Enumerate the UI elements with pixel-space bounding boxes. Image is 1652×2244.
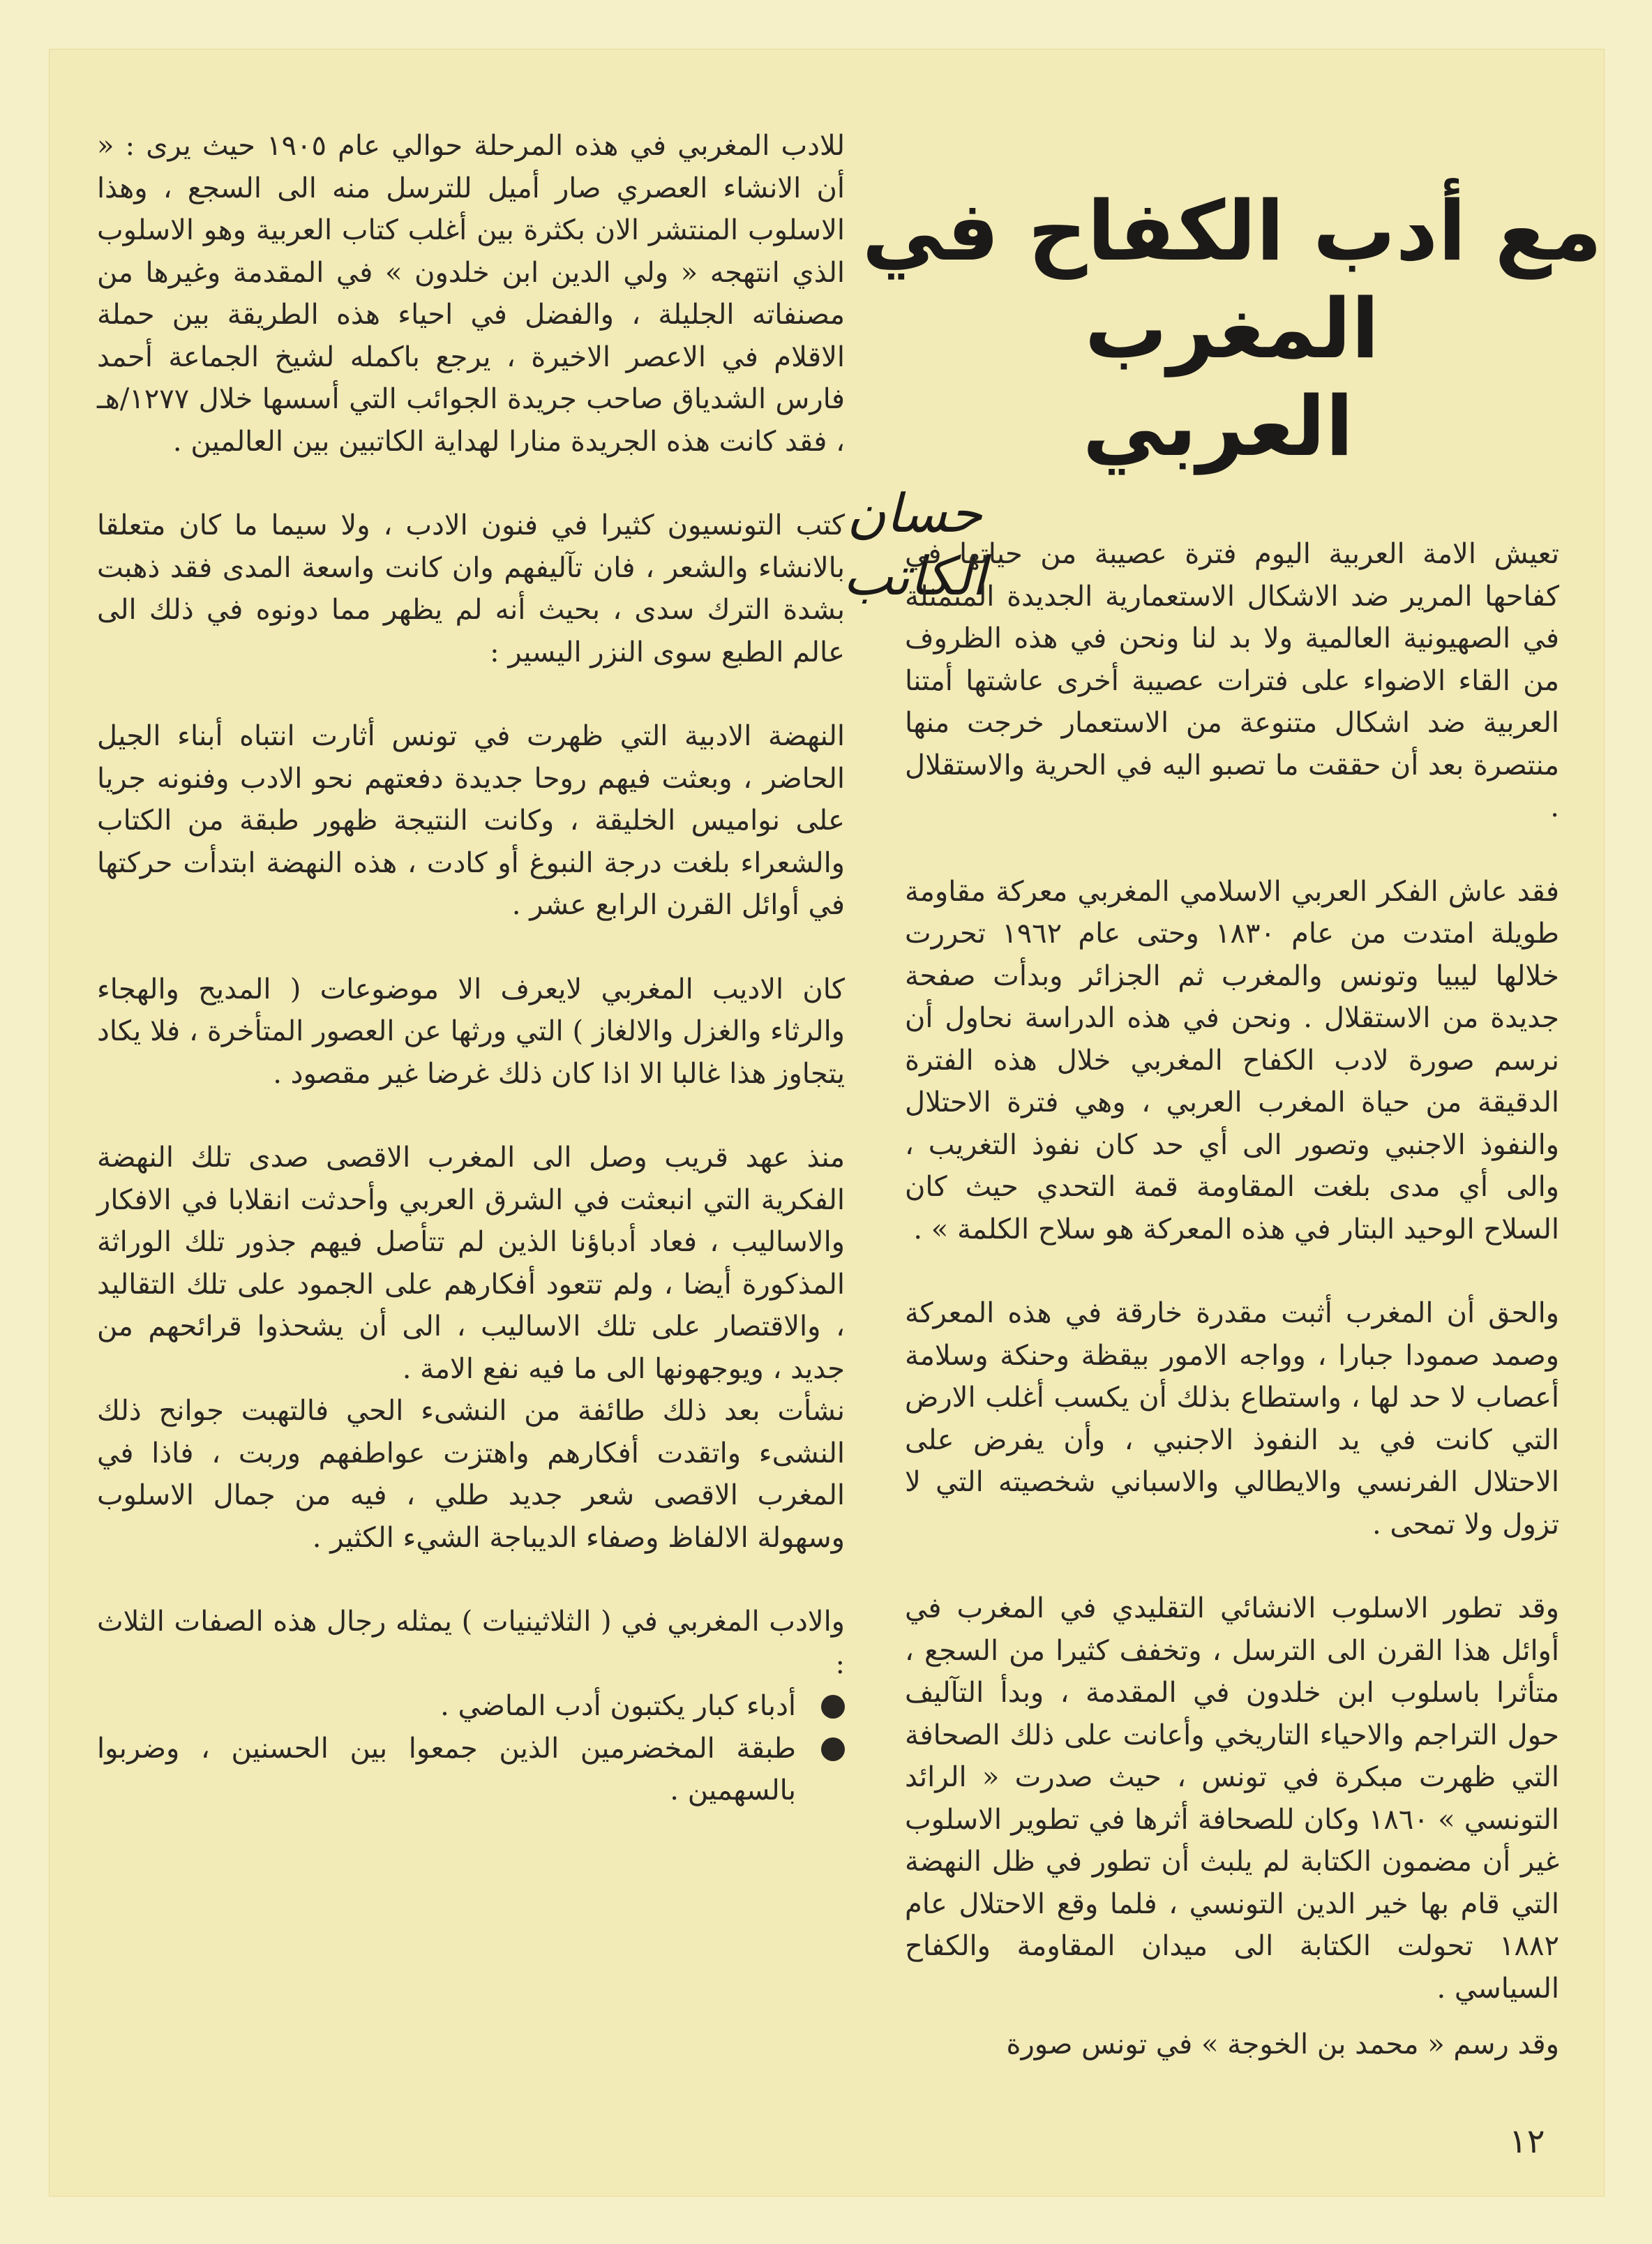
right-paragraph-5: وقد رسم « محمد بن الخوجة » في تونس صورة: [1006, 2028, 1559, 2060]
bullet-list: [97, 1685, 845, 1812]
left-paragraph-2: كتب التونسيون كثيرا في فنون الادب ، ولا سيما ما كان متعلقا بالانشاء والشعر ، فان تآليفهم وان كانت واسعة المدى فقد ذهبت بشدة الترك سدى ، بحيث أنه لم يظهر مما دونوه في ذلك الى عالم الطبع سوى النزر اليسير :: [97, 509, 845, 668]
left-paragraph-1: للادب المغربي في هذه المرحلة حوالي عام ١٩٠٥ حيث يرى : « أن الانشاء العصري صار أميل للترسل منه الى السجع ، وهذا الاسلوب المنتشر الان بكثرة بين أغلب كتاب العربية وهو الاسلوب الذي انتهجه « ولي الدين ابن خلدون » في المقدمة وغيرها من مصنفاته الجليلة ، والفضل في احياء هذه الطريقة بين حملة الاقلام في الاعصر الاخيرة ، يرجع باكمله لشيخ الجماعة أحمد فارس الشدياق صاحب جريدة الجوائب التي أسسها خلال ١٢٧٧/هـ ، فقد كانت هذه الجريدة منارا لهداية الكاتبين بين العالمين .: [97, 130, 846, 458]
left-paragraph-3: النهضة الادبية التي ظهرت في تونس أثارت انتباه أبناء الجيل الحاضر ، وبعثت فيهم روحا جديدة دفعتهم نحو الادب وفنونه جريا على نواميس الخليقة ، وكانت النتيجة ظهور طبقة من الكتاب والشعراء بلغت درجة النبوغ أو كادت ، هذه النهضة ابتدأت حركتها في أوائل القرن الرابع عشر .: [97, 720, 845, 921]
article-title-line1: مع أدب الكفاح في المغرب: [862, 183, 1602, 377]
left-paragraph-5: منذ عهد قريب وصل الى المغرب الاقصى صدى تلك النهضة الفكرية التي انبعثت في الشرق العربي وأحدثت انقلابا في الافكار والاساليب ، فعاد أدباؤنا الذين لم تتأصل فيهم جذور تلك الوراثة المذكورة أيضا ، ولم تتعود أفكارهم على الجمود على تلك التقاليد ، والاقتصار على تلك الاساليب ، الى أن يشحذوا قرائحهم من جديد ، ويوجهونها الى ما فيه نفع الامة .: [97, 1142, 845, 1385]
bullet-dot-icon: [821, 1695, 845, 1719]
bullet-text: طبقة المخضرمين الذين جمعوا بين الحسنين ، وضربوا بالسهمين .: [97, 1732, 796, 1807]
right-paragraph-3: والحق أن المغرب أثبت مقدرة خارقة في هذه المعركة وصمد صمودا جبارا ، وواجه الامور بيقظة وحنكة وسلامة أعصاب لا حد لها ، واستطاع بذلك أن يكسب أغلب الارض التي كانت في يد النفوذ الاجنبي ، وأن يفرض على الاحتلال الفرنسي والايطالي والاسباني شخصيته التي لا تزول ولا تمحى .: [905, 1297, 1559, 1541]
left-paragraph-7: والادب المغربي في ( الثلاثينيات ) يمثله رجال هذه الصفات الثلاث :: [97, 1606, 845, 1680]
page-number: ١٢: [1509, 2122, 1545, 2161]
bullet-dot-icon: [821, 1737, 845, 1761]
bullet-text: أدباء كبار يكتبون أدب الماضي .: [440, 1690, 796, 1722]
article-title: [852, 182, 1612, 474]
left-paragraph-4: كان الاديب المغربي لايعرف الا موضوعات ( المديح والهجاء والرثاء والغزل والالغاز ) التي ورثها عن العصور المتأخرة ، فلا يكاد يتجاوز هذا غالبا الا اذا كان ذلك غرضا غير مقصود .: [97, 973, 845, 1090]
left-column: [97, 125, 845, 1812]
right-paragraph-4: وقد تطور الاسلوب الانشائي التقليدي في المغرب في أوائل هذا القرن الى الترسل ، وتخفف كثيرا من السجع ، متأثرا باسلوب ابن خلدون في المقدمة ، وبدأ التآليف حول التراجم والاحياء التاريخي وأعانت على ذلك الصحافة التي ظهرت مبكرة في تونس ، حيث صدرت « الرائد التونسي » ١٨٦٠ وكان للصحافة أثرها في تطوير الاسلوب غير أن مضمون الكتابة لم يلبث أن تطور في ظل النهضة التي قام بها خير الدين التونسي ، فلما وقع الاحتلال عام ١٨٨٢ تحولت الكتابة الى ميدان المقاومة والكفاح السياسي .: [905, 1592, 1559, 2005]
right-paragraph-1: تعيش الامة العربية اليوم فترة عصيبة من حياتها في كفاحها المرير ضد الاشكال الاستعمارية الجديدة المتمثلة في الصهيونية العالمية ولا بد لنا ونحن في هذه الظروف من القاء الاضواء على فترات عصيبة أخرى عاشتها أمتنا العربية ضد اشكال متنوعة من الاستعمار خرجت منها منتصرة بعد أن حققت ما تصبو اليه في الحرية والاستقلال .: [905, 538, 1559, 823]
article-title-line2: العربي: [1082, 378, 1354, 474]
author-signature: حسان الكاتب: [843, 482, 986, 607]
bullet-item: [97, 1685, 845, 1728]
right-paragraph-2: فقد عاش الفكر العربي الاسلامي المغربي معركة مقاومة طويلة امتدت من عام ١٨٣٠ وحتى عام ١٩٦٢ تحررت خلالها ليبيا وتونس والمغرب ثم الجزائر وبدأت صفحة جديدة من الاستقلال . ونحن في هذه الدراسة نحاول أن نرسم صورة لادب الكفاح المغربي خلال هذه الفترة الدقيقة من حياة المغرب العربي ، وهي فترة الاحتلال والنفوذ الاجنبي وتصور الى أي حد كان نفوذ التغريب ، والى أي مدى بلغت المقاومة قمة التحدي حيث كان السلاح الوحيد البتار في هذه المعركة هو سلاح الكلمة » .: [905, 875, 1559, 1246]
bullet-item: [97, 1728, 845, 1812]
magazine-page: [49, 49, 1605, 2197]
left-paragraph-6: نشأت بعد ذلك طائفة من النشىء الحي فالتهبت جوانح ذلك النشىء واتقدت أفكارهم واهتزت عواطفهم وربت ، فاذا في المغرب الاقصى شعر جديد طلي ، فيه من جمال الاسلوب وسهولة الالفاظ وصفاء الديباجة الشيء الكثير .: [97, 1395, 845, 1554]
right-column: [905, 533, 1559, 2066]
